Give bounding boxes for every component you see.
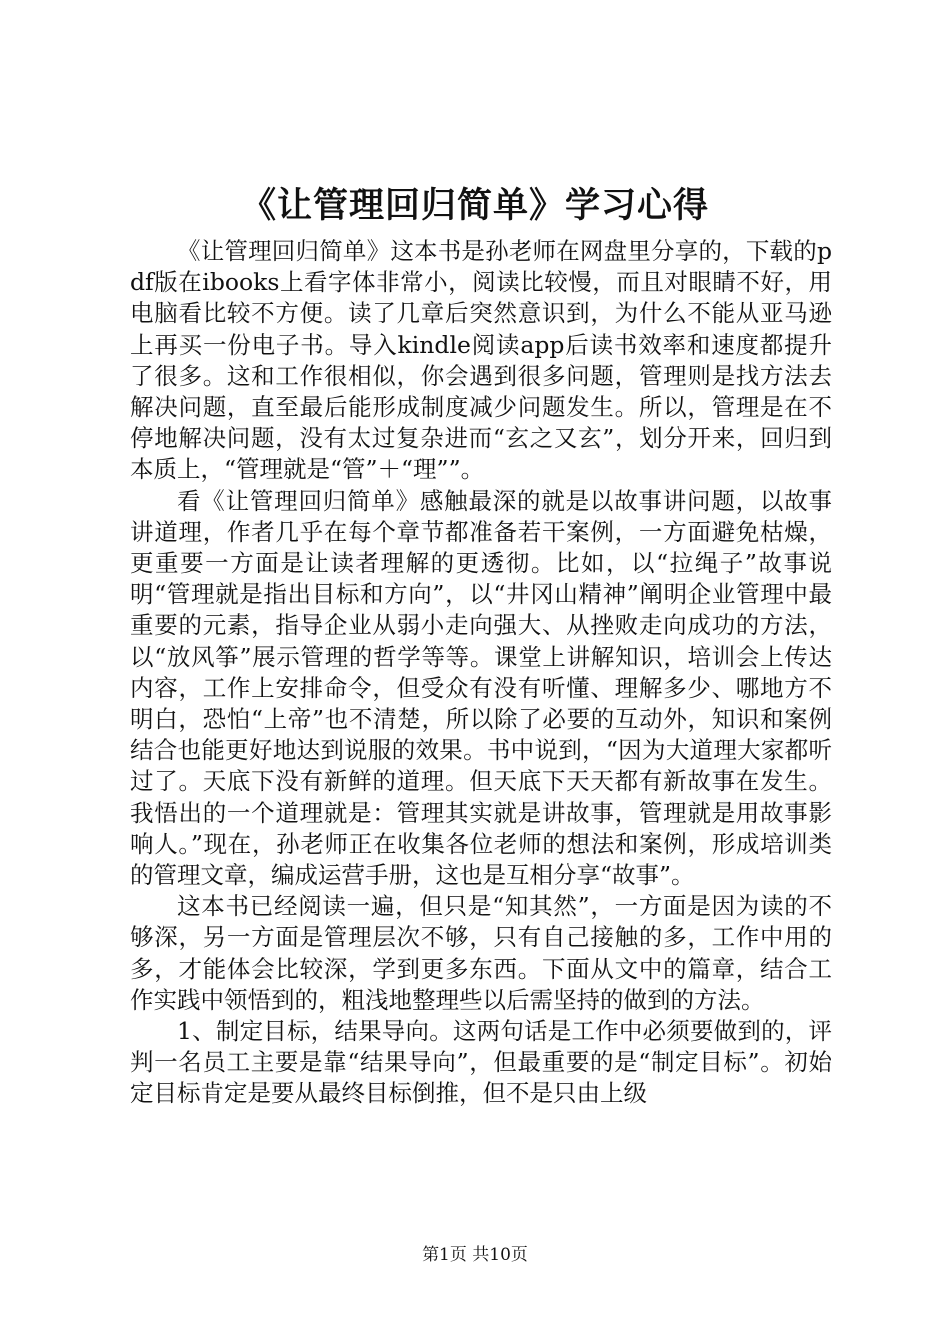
paragraph: 这本书已经阅读一遍，但只是“知其然”，一方面是因为读的不够深，另一方面是管理层次不够，只有自己接触的多，工作中用的多，才能体会比较深，学到更多东西。下面从文中的篇章，结合工作实践中领悟到的，粗浅地整理些以后需坚持的做到的方法。: [130, 892, 832, 1014]
page-number-footer: 第1页 共10页: [422, 1245, 528, 1265]
page-title: 《让管理回归简单》学习心得: [240, 185, 709, 226]
paragraph: 1、制定目标，结果导向。这两句话是工作中必须要做到的，评判一名员工主要是靠“结果导向”，但最重要的是“制定目标”。初始定目标肯定是要从最终目标倒推，但不是只由上级: [130, 1017, 832, 1108]
paragraph: 《让管理回归简单》这本书是孙老师在网盘里分享的，下载的pdf版在ibooks上看字体非常小，阅读比较慢，而且对眼睛不好，用电脑看比较不方便。读了几章后突然意识到，为什么不能从亚马逊上再买一份电子书。导入kindle阅读app后读书效率和速度都提升了很多。这和工作很相似，你会遇到很多问题，管理则是找方法去解决问题，直至最后能形成制度减少问题发生。所以，管理是在不停地解决问题，没有太过复杂进而“玄之又玄”，划分开来，回归到本质上，“管理就是“管”＋“理””。: [130, 237, 832, 484]
document-body: [130, 236, 832, 1110]
paragraph: 看《让管理回归简单》感触最深的就是以故事讲问题，以故事讲道理，作者几乎在每个章节都准备若干案例，一方面避免枯燥，更重要一方面是让读者理解的更透彻。比如，以“拉绳子”故事说明“管理就是指出目标和方向”，以“井冈山精神”阐明企业管理中最重要的元素，指导企业从弱小走向强大、从挫败走向成功的方法，以“放风筝”展示管理的哲学等等。课堂上讲解知识，培训会上传达内容，工作上安排命令，但受众有没有听懂、理解多少、哪地方不明白，恐怕“上帝”也不清楚，所以除了必要的互动外，知识和案例结合也能更好地达到说服的效果。书中说到，“因为大道理大家都听过了。天底下没有新鲜的道理。但天底下天天都有新故事在发生。我悟出的一个道理就是：管理其实就是讲故事，管理就是用故事影响人。”现在，孙老师正在收集各位老师的想法和案例，形成培训类的管理文章，编成运营手册，这也是互相分享“故事”。: [130, 486, 832, 890]
